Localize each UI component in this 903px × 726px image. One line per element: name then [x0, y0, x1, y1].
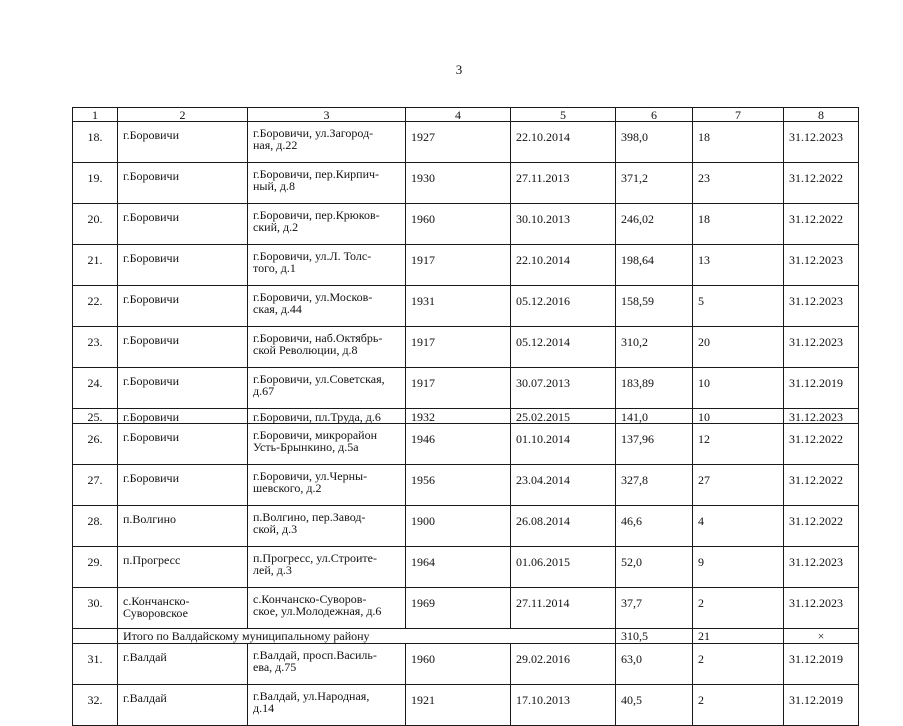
date-cell	[511, 409, 616, 424]
settlement-cell	[118, 122, 248, 163]
year-cell-text: 1917	[411, 335, 435, 349]
total-deadline: ×	[784, 629, 859, 644]
deadline-cell-text: 31.12.2022	[789, 212, 843, 226]
date-cell	[511, 424, 616, 465]
deadline-cell-text: 31.12.2022	[789, 514, 843, 528]
settlement-cell	[118, 644, 248, 685]
row-number-text: 21.	[87, 253, 103, 267]
area-cell-text: 198,64	[621, 253, 654, 267]
column-header: 1	[73, 108, 118, 122]
deadline-cell-text: 31.12.2022	[789, 432, 843, 446]
address-cell-text: г.Боровичи, микрорайон	[253, 428, 378, 442]
deadline-cell	[784, 547, 859, 588]
address-cell	[248, 644, 406, 685]
settlement-cell	[118, 547, 248, 588]
deadline-cell-text: 31.12.2023	[789, 294, 843, 308]
area-cell-text: 158,59	[621, 294, 654, 308]
table-row	[73, 368, 859, 409]
date-cell	[511, 465, 616, 506]
people-cell-text: 23	[698, 171, 710, 185]
date-cell	[511, 245, 616, 286]
date-cell-text: 27.11.2014	[516, 596, 570, 610]
area-cell	[616, 245, 693, 286]
year-cell-text: 1960	[411, 652, 435, 666]
table-row	[73, 506, 859, 547]
total-people: 21	[693, 629, 784, 644]
date-cell-text: 17.10.2013	[516, 693, 570, 707]
address-cell-text: лей, д.3	[253, 563, 292, 577]
address-cell-text: п.Прогресс, ул.Строите-	[253, 551, 377, 565]
people-cell-text: 4	[698, 514, 704, 528]
date-cell-text: 30.10.2013	[516, 212, 570, 226]
total-empty-cell	[73, 629, 118, 644]
address-cell-text: ный, д.8	[253, 179, 296, 193]
people-cell	[693, 245, 784, 286]
area-cell	[616, 368, 693, 409]
address-cell-text: г.Боровичи, ул.Загород-	[253, 126, 374, 140]
address-cell-text: г.Боровичи, пл.Труда, д.6	[253, 409, 381, 424]
year-cell-text: 1917	[411, 376, 435, 390]
row-number-text: 23.	[87, 335, 103, 349]
year-cell	[406, 409, 511, 424]
address-cell-text: того, д.1	[253, 261, 296, 275]
settlement-cell-text: Суворовское	[123, 606, 188, 620]
date-cell	[511, 327, 616, 368]
area-cell	[616, 163, 693, 204]
people-cell	[693, 424, 784, 465]
deadline-cell	[784, 685, 859, 726]
row-number	[73, 424, 118, 465]
column-header: 3	[248, 108, 406, 122]
people-cell	[693, 506, 784, 547]
people-cell-text: 9	[698, 555, 704, 569]
table-row	[73, 409, 859, 424]
column-header: 7	[693, 108, 784, 122]
deadline-cell	[784, 327, 859, 368]
table-row	[73, 588, 859, 629]
settlement-cell	[118, 465, 248, 506]
table-row	[73, 286, 859, 327]
year-cell-text: 1917	[411, 253, 435, 267]
year-cell	[406, 122, 511, 163]
row-number-text: 29.	[87, 555, 103, 569]
area-cell-text: 137,96	[621, 432, 654, 446]
row-number	[73, 506, 118, 547]
row-number	[73, 286, 118, 327]
area-cell	[616, 644, 693, 685]
housing-register-table	[72, 107, 859, 726]
year-cell	[406, 547, 511, 588]
address-cell-text: п.Волгино, пер.Завод-	[253, 510, 366, 524]
deadline-cell	[784, 245, 859, 286]
row-number	[73, 327, 118, 368]
date-cell	[511, 204, 616, 245]
date-cell	[511, 163, 616, 204]
row-number-text: 20.	[87, 212, 103, 226]
people-cell	[693, 122, 784, 163]
date-cell-text: 22.10.2014	[516, 130, 570, 144]
people-cell	[693, 409, 784, 424]
deadline-cell-text: 31.12.2023	[789, 596, 843, 610]
area-cell-text: 371,2	[621, 171, 648, 185]
area-cell	[616, 547, 693, 588]
settlement-cell	[118, 424, 248, 465]
settlement-cell	[118, 506, 248, 547]
deadline-cell	[784, 368, 859, 409]
settlement-cell-text: г.Валдай	[123, 691, 167, 705]
address-cell-text: ской Революции, д.8	[253, 343, 358, 357]
deadline-cell	[784, 506, 859, 547]
row-number-text: 18.	[87, 130, 103, 144]
address-cell-text: г.Боровичи, ул.Л. Толс-	[253, 249, 372, 263]
year-cell-text: 1946	[411, 432, 435, 446]
area-cell	[616, 685, 693, 726]
people-cell-text: 13	[698, 253, 710, 267]
column-number-row	[73, 108, 859, 122]
date-cell	[511, 122, 616, 163]
year-cell-text: 1931	[411, 294, 435, 308]
area-cell	[616, 204, 693, 245]
date-cell-text: 25.02.2015	[516, 409, 570, 424]
people-cell	[693, 368, 784, 409]
people-cell	[693, 204, 784, 245]
settlement-cell	[118, 163, 248, 204]
settlement-cell-text: с.Кончанско-	[123, 594, 190, 608]
date-cell-text: 27.11.2013	[516, 171, 570, 185]
settlement-cell	[118, 588, 248, 629]
address-cell-text: Усть-Брынкино, д.5а	[253, 440, 359, 454]
year-cell	[406, 685, 511, 726]
year-cell	[406, 163, 511, 204]
area-cell-text: 183,89	[621, 376, 654, 390]
deadline-cell	[784, 588, 859, 629]
date-cell-text: 01.10.2014	[516, 432, 570, 446]
address-cell	[248, 245, 406, 286]
deadline-cell-text: 31.12.2023	[789, 409, 843, 424]
settlement-cell	[118, 286, 248, 327]
deadline-cell-text: 31.12.2019	[789, 652, 843, 666]
year-cell	[406, 327, 511, 368]
settlement-cell	[118, 685, 248, 726]
date-cell-text: 29.02.2016	[516, 652, 570, 666]
area-cell-text: 52,0	[621, 555, 642, 569]
date-cell	[511, 547, 616, 588]
area-cell-text: 246,02	[621, 212, 654, 226]
date-cell-text: 22.10.2014	[516, 253, 570, 267]
address-cell	[248, 506, 406, 547]
address-cell	[248, 368, 406, 409]
settlement-cell	[118, 204, 248, 245]
settlement-cell-text: г.Боровичи	[123, 292, 180, 306]
date-cell-text: 01.06.2015	[516, 555, 570, 569]
address-cell-text: г.Боровичи, ул.Москов-	[253, 290, 373, 304]
address-cell-text: с.Кончанско-Суворов-	[253, 592, 367, 606]
settlement-cell-text: г.Боровичи	[123, 210, 180, 224]
row-number	[73, 204, 118, 245]
row-number-text: 26.	[87, 432, 103, 446]
year-cell-text: 1969	[411, 596, 435, 610]
address-cell-text: д.67	[253, 384, 275, 398]
date-cell	[511, 588, 616, 629]
year-cell-text: 1960	[411, 212, 435, 226]
year-cell-text: 1964	[411, 555, 435, 569]
row-number-text: 27.	[87, 473, 103, 487]
address-cell	[248, 163, 406, 204]
area-cell-text: 398,0	[621, 130, 648, 144]
date-cell-text: 30.07.2013	[516, 376, 570, 390]
deadline-cell	[784, 409, 859, 424]
year-cell-text: 1927	[411, 130, 435, 144]
page-number: 3	[455, 62, 463, 77]
column-header: 5	[511, 108, 616, 122]
area-cell-text: 40,5	[621, 693, 642, 707]
year-cell-text: 1900	[411, 514, 435, 528]
date-cell	[511, 685, 616, 726]
deadline-cell-text: 31.12.2023	[789, 253, 843, 267]
address-cell	[248, 424, 406, 465]
deadline-cell-text: 31.12.2019	[789, 376, 843, 390]
people-cell	[693, 327, 784, 368]
date-cell-text: 05.12.2014	[516, 335, 570, 349]
date-cell	[511, 286, 616, 327]
row-number	[73, 163, 118, 204]
people-cell	[693, 685, 784, 726]
address-cell	[248, 588, 406, 629]
area-cell	[616, 327, 693, 368]
deadline-cell	[784, 644, 859, 685]
column-header: 2	[118, 108, 248, 122]
address-cell	[248, 685, 406, 726]
date-cell-text: 23.04.2014	[516, 473, 570, 487]
area-cell-text: 37,7	[621, 596, 642, 610]
people-cell	[693, 465, 784, 506]
settlement-cell-text: г.Боровичи	[123, 169, 180, 183]
address-cell	[248, 547, 406, 588]
year-cell	[406, 644, 511, 685]
people-cell-text: 20	[698, 335, 710, 349]
area-cell-text: 310,2	[621, 335, 648, 349]
address-cell-text: ева, д.75	[253, 660, 297, 674]
address-cell	[248, 122, 406, 163]
area-cell	[616, 465, 693, 506]
settlement-cell-text: п.Прогресс	[123, 553, 181, 567]
address-cell-text: г.Валдай, просп.Василь-	[253, 648, 377, 662]
address-cell-text: г.Боровичи, наб.Октябрь-	[253, 331, 383, 345]
table-row	[73, 424, 859, 465]
people-cell-text: 5	[698, 294, 704, 308]
row-number	[73, 588, 118, 629]
year-cell-text: 1921	[411, 693, 435, 707]
column-header: 4	[406, 108, 511, 122]
row-number	[73, 245, 118, 286]
row-number-text: 25.	[87, 409, 103, 424]
year-cell	[406, 204, 511, 245]
settlement-cell-text: г.Боровичи	[123, 409, 180, 424]
people-cell	[693, 286, 784, 327]
address-cell-text: ской, д.3	[253, 522, 298, 536]
column-header: 6	[616, 108, 693, 122]
total-area: 310,5	[616, 629, 693, 644]
deadline-cell-text: 31.12.2019	[789, 693, 843, 707]
year-cell	[406, 286, 511, 327]
row-number-text: 22.	[87, 294, 103, 308]
year-cell	[406, 245, 511, 286]
table-row	[73, 547, 859, 588]
settlement-cell-text: г.Боровичи	[123, 128, 180, 142]
year-cell	[406, 368, 511, 409]
people-cell-text: 18	[698, 212, 710, 226]
table-row	[73, 644, 859, 685]
date-cell	[511, 368, 616, 409]
total-label: Итого по Валдайскому муниципальному району	[118, 629, 616, 644]
area-cell	[616, 506, 693, 547]
address-cell-text: г.Боровичи, пер.Крюков-	[253, 208, 380, 222]
address-cell-text: д.14	[253, 701, 275, 715]
settlement-cell	[118, 327, 248, 368]
deadline-cell	[784, 424, 859, 465]
area-cell-text: 63,0	[621, 652, 642, 666]
area-cell	[616, 286, 693, 327]
year-cell	[406, 588, 511, 629]
year-cell	[406, 506, 511, 547]
table-row	[73, 245, 859, 286]
date-cell-text: 26.08.2014	[516, 514, 570, 528]
area-cell-text: 327,8	[621, 473, 648, 487]
address-cell-text: г.Валдай, ул.Народная,	[253, 689, 370, 703]
row-number-text: 19.	[87, 171, 103, 185]
address-cell-text: ское, ул.Молодежная, д.6	[253, 604, 382, 618]
settlement-cell-text: г.Валдай	[123, 650, 167, 664]
deadline-cell	[784, 122, 859, 163]
date-cell-text: 05.12.2016	[516, 294, 570, 308]
deadline-cell-text: 31.12.2022	[789, 171, 843, 185]
row-number	[73, 465, 118, 506]
row-number-text: 31.	[87, 652, 103, 666]
year-cell-text: 1930	[411, 171, 435, 185]
deadline-cell-text: 31.12.2023	[789, 335, 843, 349]
table-row	[73, 122, 859, 163]
area-cell	[616, 424, 693, 465]
deadline-cell-text: 31.12.2022	[789, 473, 843, 487]
address-cell	[248, 409, 406, 424]
deadline-cell	[784, 465, 859, 506]
people-cell-text: 10	[698, 376, 710, 390]
address-cell-text: шевского, д.2	[253, 481, 322, 495]
area-cell	[616, 122, 693, 163]
settlement-cell-text: г.Боровичи	[123, 333, 180, 347]
settlement-cell-text: п.Волгино	[123, 512, 177, 526]
row-number	[73, 547, 118, 588]
address-cell-text: г.Боровичи, ул.Черны-	[253, 469, 368, 483]
people-cell-text: 10	[698, 409, 710, 424]
table-row	[73, 465, 859, 506]
date-cell	[511, 644, 616, 685]
area-cell	[616, 588, 693, 629]
people-cell-text: 27	[698, 473, 710, 487]
deadline-cell-text: 31.12.2023	[789, 130, 843, 144]
table-row	[73, 204, 859, 245]
row-number-text: 28.	[87, 514, 103, 528]
settlement-cell-text: г.Боровичи	[123, 430, 180, 444]
deadline-cell	[784, 204, 859, 245]
deadline-cell-text: 31.12.2023	[789, 555, 843, 569]
year-cell-text: 1956	[411, 473, 435, 487]
row-number-text: 30.	[87, 596, 103, 610]
settlement-cell-text: г.Боровичи	[123, 251, 180, 265]
people-cell-text: 12	[698, 432, 710, 446]
address-cell	[248, 327, 406, 368]
people-cell-text: 2	[698, 652, 704, 666]
row-number	[73, 368, 118, 409]
settlement-cell-text: г.Боровичи	[123, 374, 180, 388]
people-cell	[693, 547, 784, 588]
area-cell-text: 46,6	[621, 514, 642, 528]
row-number-text: 32.	[87, 693, 103, 707]
settlement-cell	[118, 368, 248, 409]
table-row	[73, 163, 859, 204]
table-row	[73, 685, 859, 726]
deadline-cell	[784, 286, 859, 327]
row-number	[73, 409, 118, 424]
row-number	[73, 685, 118, 726]
people-cell-text: 2	[698, 693, 704, 707]
area-cell-text: 141,0	[621, 409, 648, 424]
address-cell-text: ная, д.22	[253, 138, 298, 152]
address-cell-text: г.Боровичи, ул.Советская,	[253, 372, 385, 386]
row-number-text: 24.	[87, 376, 103, 390]
address-cell-text: ская, д.44	[253, 302, 302, 316]
deadline-cell	[784, 163, 859, 204]
address-cell	[248, 286, 406, 327]
people-cell	[693, 163, 784, 204]
settlement-cell	[118, 245, 248, 286]
people-cell	[693, 644, 784, 685]
table-row	[73, 327, 859, 368]
address-cell-text: ский, д.2	[253, 220, 299, 234]
year-cell	[406, 424, 511, 465]
people-cell	[693, 588, 784, 629]
total-row	[73, 629, 859, 644]
date-cell	[511, 506, 616, 547]
address-cell	[248, 204, 406, 245]
row-number	[73, 122, 118, 163]
people-cell-text: 18	[698, 130, 710, 144]
row-number	[73, 644, 118, 685]
area-cell	[616, 409, 693, 424]
address-cell-text: г.Боровичи, пер.Кирпич-	[253, 167, 380, 181]
people-cell-text: 2	[698, 596, 704, 610]
year-cell-text: 1932	[411, 409, 435, 424]
column-header: 8	[784, 108, 859, 122]
settlement-cell-text: г.Боровичи	[123, 471, 180, 485]
address-cell	[248, 465, 406, 506]
year-cell	[406, 465, 511, 506]
settlement-cell	[118, 409, 248, 424]
